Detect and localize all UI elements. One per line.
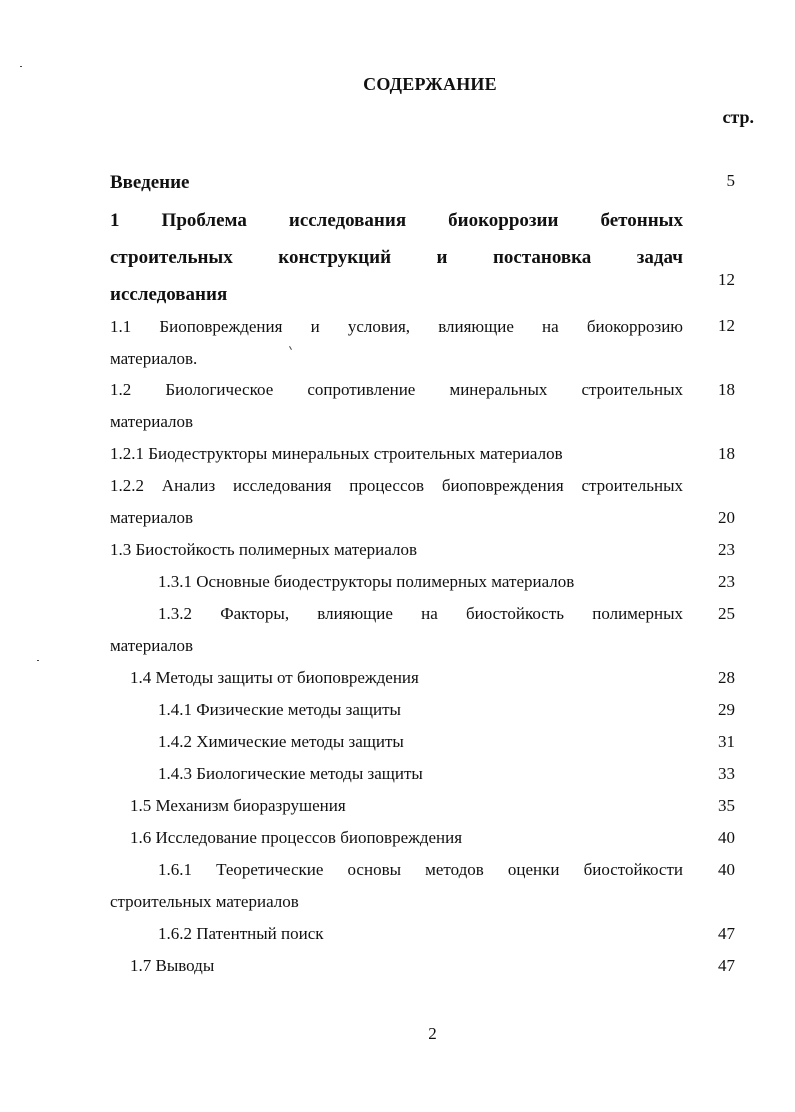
toc-page-number: 40 [718,860,735,879]
toc-entry-1-3-1[interactable] [110,566,683,598]
toc-page-number: 35 [718,796,735,815]
toc-entry-line: 1.2.2 Анализ исследования процессов биоповреждения строительных [110,476,683,495]
toc-entry-text: 1.5 Механизм биоразрушения [130,796,346,815]
toc-page-number: 12 [718,270,735,289]
toc-entry-1-6[interactable] [110,822,683,854]
toc-page-number: 40 [718,828,735,847]
toc-entry-line: материалов [110,508,194,527]
toc-entry-text: 1.6.2 Патентный поиск [158,924,324,943]
toc-entry-1-4-3[interactable] [110,758,683,790]
toc-entry-line: 1.2 Биологическое сопротивление минеральных строительных [110,380,683,399]
toc-page-number: 23 [718,572,735,591]
toc-entry-text: 1.3 Биостойкость полимерных материалов [110,540,417,559]
toc-entry-line: 1.3.2 Факторы, влияющие на биостойкость полимерных [158,604,683,623]
toc-page-number: 31 [718,732,735,751]
toc-entry-text: 1.4.3 Биологические методы защиты [158,764,423,783]
toc-entry-text: 1.4.2 Химические методы защиты [158,732,404,751]
toc-page-number: 18 [718,444,735,463]
toc-page-number: 23 [718,540,735,559]
toc-entry-1-2-2[interactable] [110,470,683,534]
toc-entry-intro[interactable] [110,167,683,199]
toc-entry-chapter-1[interactable] [110,202,683,313]
toc-page-number: 29 [718,700,735,719]
toc-entry-line: строительных материалов [110,892,299,911]
toc-entry-1-1[interactable] [110,311,683,375]
toc-entry-text: 1.3.1 Основные биодеструкторы полимерных материалов [158,572,575,591]
toc-entry-text: 1.4.1 Физические методы защиты [158,700,401,719]
toc-entry-line: материалов. [110,349,198,368]
toc-entry-line: 1.6.1 Теоретические основы методов оценки биостойкости [158,860,683,879]
scan-speck [20,66,22,67]
toc-entry-text: 1.2.1 Биодеструкторы минеральных строительных материалов [110,444,563,463]
toc-entry-text: 1.6 Исследование процессов биоповреждения [130,828,463,847]
page-column-header: стр. [722,107,754,127]
toc-entry-1-2[interactable] [110,374,683,438]
toc-entry-text: 1.4 Методы защиты от биоповреждения [130,668,419,687]
toc-entry-line: материалов [110,636,194,655]
toc-entry-line: материалов [110,412,194,431]
toc-entry-text: Введение [110,172,190,193]
toc-page-number: 47 [718,924,735,943]
toc-page-number: 5 [726,171,735,190]
page-number: 2 [428,1024,437,1043]
page-title: СОДЕРЖАНИЕ [363,74,497,94]
toc-entry-1-3-2[interactable] [110,598,683,662]
toc-entry-line: 1.1 Биоповреждения и условия, влияющие на биокоррозию [110,317,683,336]
toc-entry-1-3[interactable] [110,534,683,566]
toc-entry-1-5[interactable] [110,790,683,822]
toc-page-number: 33 [718,764,735,783]
toc-entry-1-4[interactable] [110,662,683,694]
toc-entry-1-2-1[interactable] [110,438,683,470]
toc-entry-1-4-1[interactable] [110,694,683,726]
toc-entry-text: 1.7 Выводы [130,956,215,975]
toc-page-number: 18 [718,380,735,399]
toc-entry-line: строительных конструкций и постановка задач [110,247,683,268]
toc-page-number: 12 [718,316,735,335]
toc-entry-line: исследования [110,284,228,305]
toc-page-number: 28 [718,668,735,687]
toc-entry-1-6-1[interactable] [110,854,683,918]
toc-page-number: 47 [718,956,735,975]
toc-page-number: 25 [718,604,735,623]
toc-entry-1-7[interactable] [110,950,683,982]
scan-speck [37,660,39,661]
toc-entry-1-6-2[interactable] [110,918,683,950]
toc-entry-line: 1 Проблема исследования биокоррозии бетонных [110,210,683,231]
toc-entry-1-4-2[interactable] [110,726,683,758]
toc-page-number: 20 [718,508,735,527]
